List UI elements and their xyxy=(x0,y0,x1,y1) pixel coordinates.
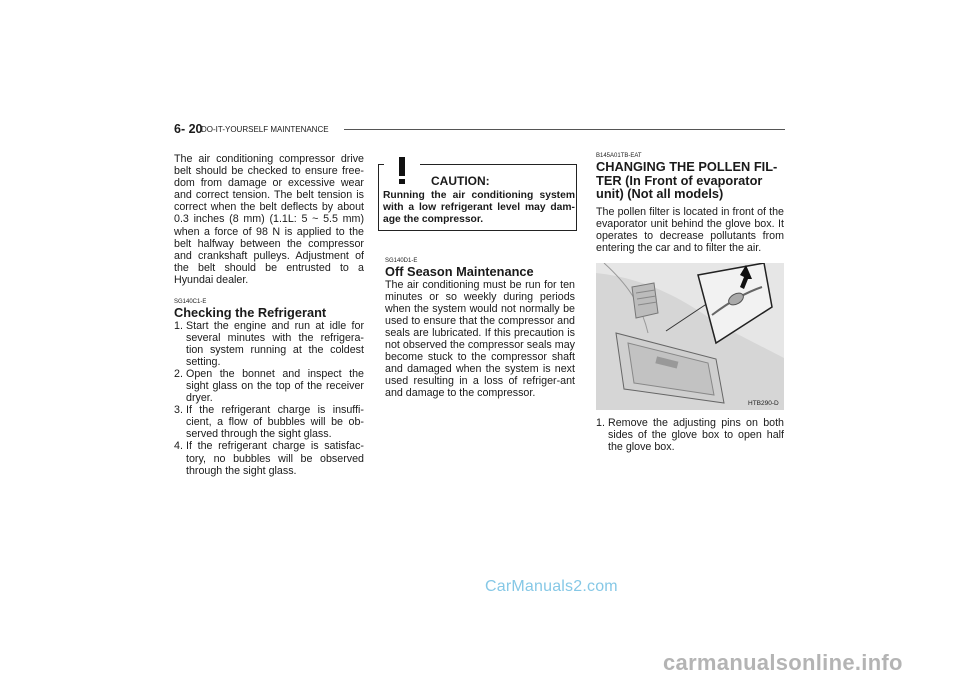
column-right xyxy=(596,153,784,254)
steps-list xyxy=(596,417,784,453)
section-code: SG140D1-E xyxy=(385,258,418,264)
list-item: 4. If the refrigerant charge is satisfac-tory, no bubbles will be observed through the sight glass. xyxy=(174,440,364,477)
caution-text: Running the air conditioning system with a low refrigerant level may dam-age the compressor. xyxy=(383,190,575,225)
warning-icon xyxy=(384,154,420,187)
pollen-filter-paragraph: The pollen filter is located in front of the evaporator unit behind the glove box. It operates to decrease pollutants from entering the car and to filter the air. xyxy=(596,205,784,254)
watermark-primary[interactable]: CarManuals2.com xyxy=(485,578,618,595)
section-code: SG140C1-E xyxy=(174,299,207,306)
section-heading: Off Season Maintenance xyxy=(385,264,534,279)
glove-box-illustration xyxy=(596,263,784,410)
caution-title: CAUTION: xyxy=(431,174,490,188)
section-title: DO-IT-YOURSELF MAINTENANCE xyxy=(201,125,329,134)
page-number: 6- 20 xyxy=(174,122,203,136)
list-item: 1. Remove the adjusting pins on both sides of the glove box to open half the glove box. xyxy=(596,417,784,454)
column-right-steps xyxy=(596,417,784,453)
column-middle xyxy=(385,258,575,399)
belt-paragraph: The air conditioning compressor drive belt should be checked to ensure free-dom from damage or excessive wear and correct tension. The belt tension is correct when the belt deflects by about 0.3 inches (8 mm) (1.1L: 5 ~ 5.5 mm) when a force of 98 N is applied to the belt halfway between the compressor and crankshaft pulleys. Adjustment of the belt should be entrusted to a Hyundai dealer. xyxy=(174,153,364,286)
section-heading: Checking the Refrigerant xyxy=(174,305,327,321)
column-left xyxy=(174,153,364,477)
list-item: 3. If the refrigerant charge is insuffi-cient, a flow of bubbles will be ob-served through the sight glass. xyxy=(174,404,364,441)
list-item: 2. Open the bonnet and inspect the sight glass on the top of the receiver dryer. xyxy=(174,367,364,405)
off-season-paragraph: The air conditioning must be run for ten minutes or so weekly during periods when the system would not normally be used to ensure that the compressor and seals are lubricated. If this precaution is not observed the compressor seals may become stuck to the compressor shaft and damaged when the system is next used resulting in a loss of refriger-ant and damage to the compressor. xyxy=(385,278,575,400)
list-item: 1. Start the engine and run at idle for several minutes with the refrigera-tion system running at the coldest setting. xyxy=(174,319,364,368)
steps-list xyxy=(174,320,364,477)
section-code: B145A01TB-EAT xyxy=(596,153,642,159)
watermark-secondary[interactable]: carmanualsonline.info xyxy=(663,650,903,675)
section-heading: CHANGING THE POLLEN FIL-TER (In Front of evaporator unit) (Not all models) xyxy=(596,159,778,201)
header-rule xyxy=(344,129,785,130)
figure-code: HTB290-D xyxy=(748,400,779,407)
